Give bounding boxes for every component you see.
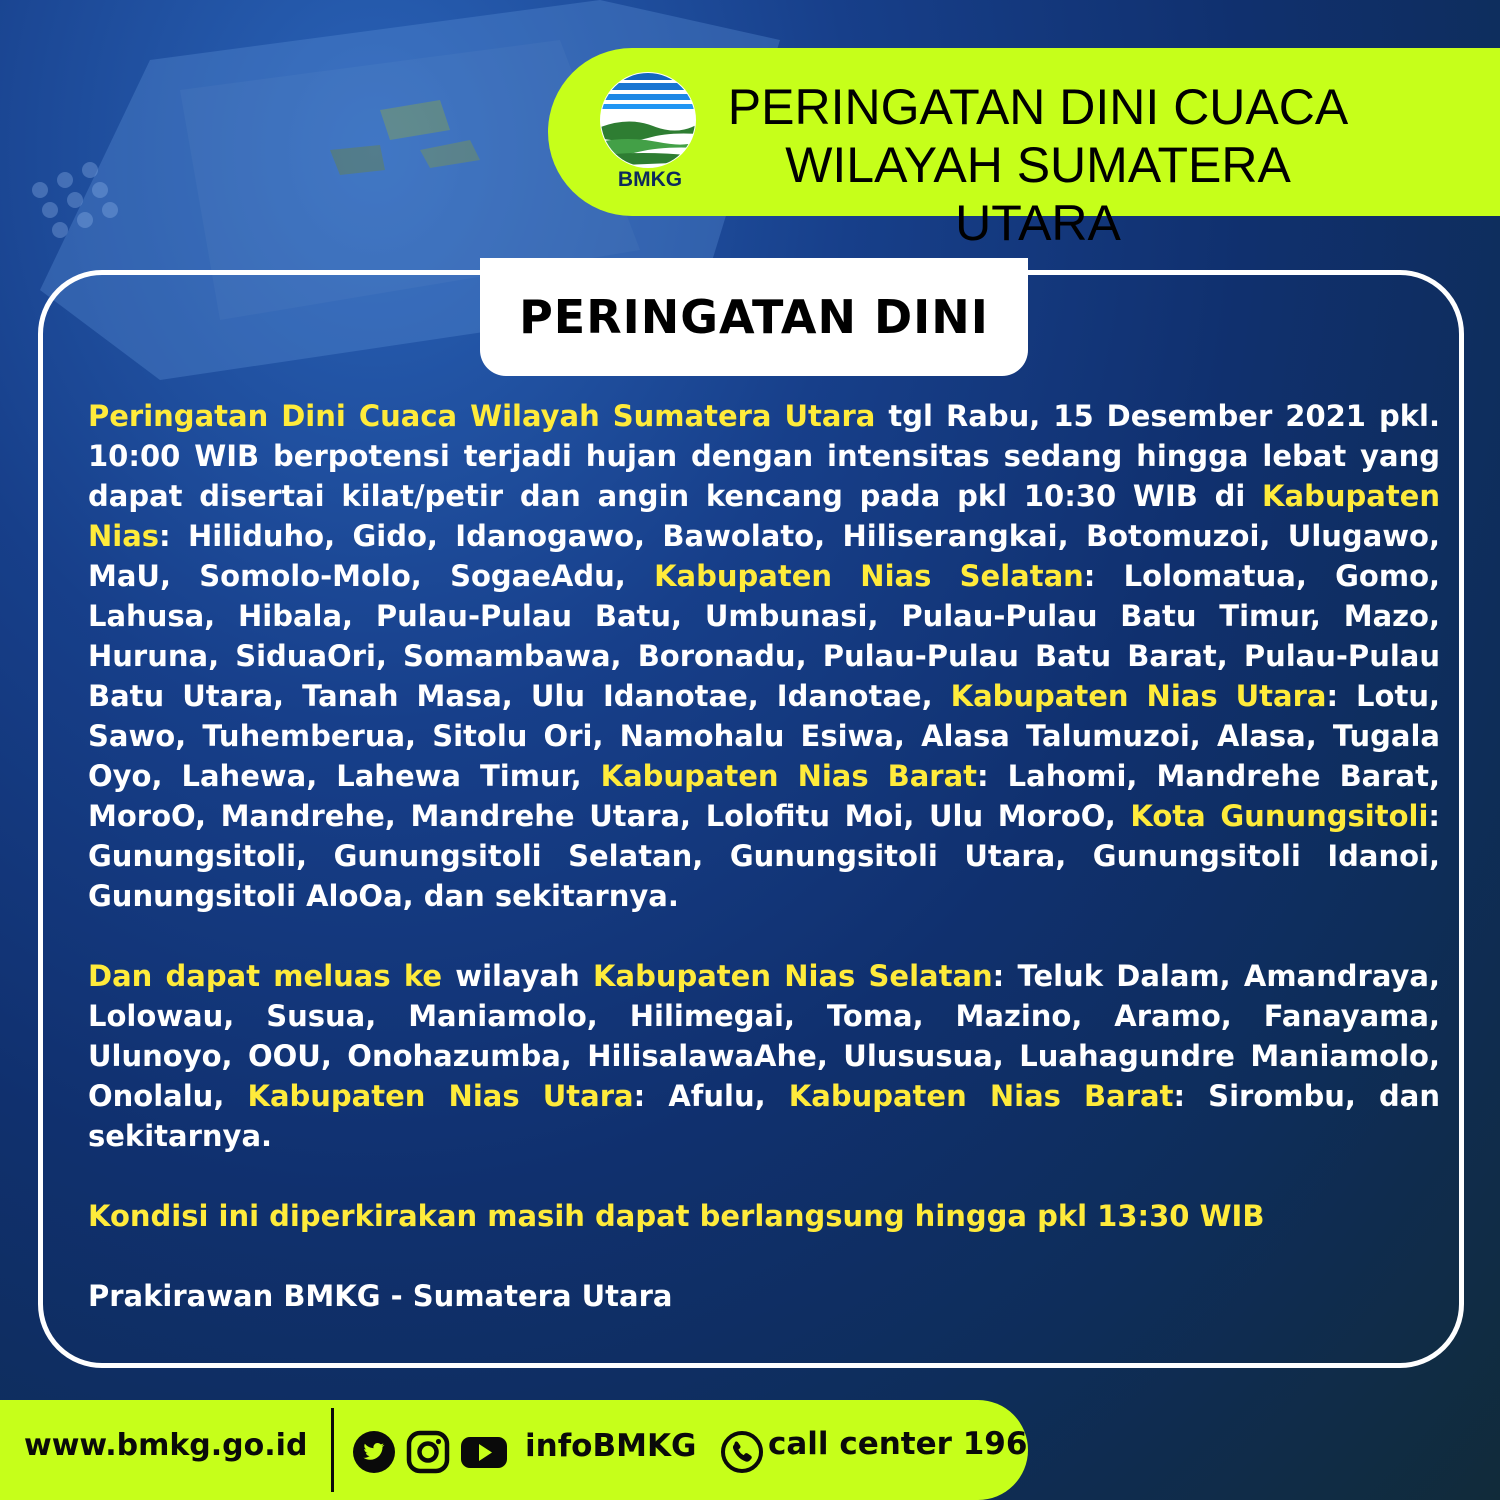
body-text: : Lolomatua, Gomo, Lahusa, Hibala, Pulau-Pulau Batu, Umbunasi, Pulau-Pulau Batu Timur, Mazo, Huruna, SiduaOri, Somambawa, Boronadu, Pulau-Pulau Batu Barat, Pulau-Pulau Batu Utara, Tanah Masa, Ulu Idanotae, Idanotae, bbox=[88, 559, 1441, 713]
body-text: : Lotu, Sawo, Tuhemberua, Sitolu Ori, Namohalu Esiwa, Alasa Talumuzoi, Alasa, Tugala Oyo, Lahewa, Lahewa Timur, bbox=[88, 679, 1440, 793]
title-line-2: WILAYAH SUMATERA UTARA bbox=[785, 137, 1291, 251]
footer-divider bbox=[331, 1408, 334, 1492]
body-text: : Hiliduho, Gido, Idanogawo, Bawolato, Hiliserangkai, Botomuzoi, Ulugawo, MaU, Somolo-Molo, SogaeAdu, bbox=[88, 519, 1440, 593]
logo-text: BMKG bbox=[617, 168, 683, 191]
panel-tab-label: PERINGATAN DINI bbox=[519, 290, 989, 344]
highlight-text: Kondisi ini diperkirakan masih dapat berlangsung hingga pkl 13:30 WIB bbox=[88, 1199, 1265, 1233]
body-text: : Teluk Dalam, Amandraya, Lolowau, Susua, Maniamolo, Hilimegai, Toma, Mazino, Aramo, Fanayama, Ulunoyo, OOU, Onohazumba, HilisalawaAhe, Ulususua, Luahagundre Maniamolo, Onolalu, bbox=[88, 959, 1440, 1113]
body-text: : Gunungsitoli, Gunungsitoli Selatan, Gunungsitoli Utara, Gunungsitoli Idanoi, Gunungsitoli AloOa, dan sekitarnya. bbox=[88, 799, 1440, 913]
highlight-text: Kabupaten Nias Selatan bbox=[593, 959, 993, 993]
highlight-text: Kabupaten Nias Utara bbox=[247, 1079, 634, 1113]
bulletin-content bbox=[88, 396, 1440, 1316]
bulletin-paragraph-3 bbox=[88, 1196, 1440, 1236]
highlight-text: Kabupaten Nias Utara bbox=[950, 679, 1327, 713]
title-line-1: PERINGATAN DINI CUACA bbox=[727, 79, 1349, 135]
body-text: : Lahomi, Mandrehe Barat, MoroO, Mandrehe, Mandrehe Utara, Lolofitu Moi, Ulu MoroO, bbox=[88, 759, 1440, 833]
body-text: tgl Rabu, 15 Desember 2021 pkl. 10:00 WIB berpotensi terjadi hujan dengan intensitas sedang hingga lebat yang dapat disertai kilat/petir dan angin kencang pada pkl 10:30 WIB di bbox=[88, 399, 1440, 513]
phone-icon bbox=[720, 1430, 764, 1474]
highlight-text: Kabupaten Nias Barat bbox=[600, 759, 978, 793]
highlight-text: Peringatan Dini Cuaca Wilayah Sumatera Utara bbox=[88, 399, 876, 433]
signature: Prakirawan BMKG - Sumatera Utara bbox=[88, 1279, 673, 1313]
body-text: wilayah bbox=[442, 959, 594, 993]
highlight-text: Kabupaten Nias bbox=[88, 479, 1440, 553]
header-banner bbox=[548, 48, 1500, 251]
page-title bbox=[708, 78, 1368, 252]
highlight-text: Kota Gunungsitoli bbox=[1130, 799, 1429, 833]
bulletin-paragraph-1 bbox=[88, 396, 1440, 916]
call-center-text[interactable]: call center 196 bbox=[768, 1426, 1028, 1462]
website-link[interactable]: www.bmkg.go.id bbox=[24, 1428, 308, 1463]
social-handle[interactable]: infoBMKG bbox=[525, 1428, 697, 1464]
youtube-icon[interactable] bbox=[460, 1430, 508, 1474]
twitter-icon[interactable] bbox=[352, 1430, 396, 1474]
panel-tab bbox=[480, 258, 1028, 376]
instagram-icon[interactable] bbox=[406, 1430, 450, 1474]
highlight-text: Dan dapat meluas ke bbox=[88, 959, 443, 993]
highlight-text: Kabupaten Nias Selatan bbox=[654, 559, 1084, 593]
bulletin-paragraph-2 bbox=[88, 956, 1440, 1156]
body-text: : Sirombu, dan sekitarnya. bbox=[88, 1079, 1440, 1153]
body-text: : Afulu, bbox=[633, 1079, 789, 1113]
highlight-text: Kabupaten Nias Barat bbox=[788, 1079, 1174, 1113]
footer-bar bbox=[0, 1400, 1028, 1500]
